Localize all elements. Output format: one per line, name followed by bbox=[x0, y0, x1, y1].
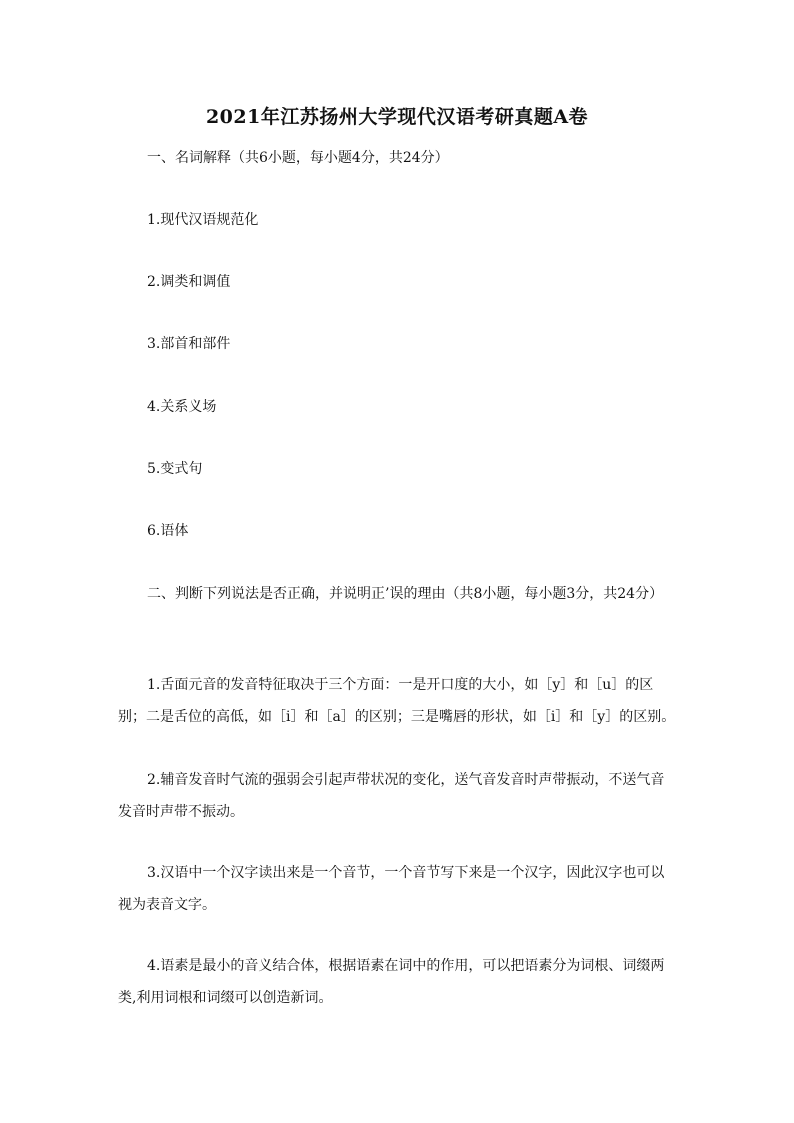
section2-item-1: 1.舌面元音的发音特征取决于三个方面：一是开口度的大小，如［y］和［u］的区别；二是舌位的高低，如［i］和［a］的区别；三是嘴唇的形状，如［i］和［y］的区别。 bbox=[118, 677, 676, 725]
section2-heading: 二、判断下列说法是否正确，并说明正’误的理由（共8小题，每小题3分，共24分） bbox=[147, 586, 664, 602]
section1-heading: 一、名词解释（共6小题，每小题4分，共24分） bbox=[147, 150, 449, 166]
section1-item-1: 1.现代汉语规范化 bbox=[147, 212, 259, 228]
section1-item-4: 4.关系义场 bbox=[147, 399, 217, 415]
section1-item-5: 5.变式句 bbox=[147, 461, 203, 477]
section1-item-2: 2.调类和调值 bbox=[147, 274, 231, 290]
section2-item-2: 2.辅音发音时气流的强弱会引起声带状况的变化，送气音发音时声带振动，不送气音发音时声带不振动。 bbox=[118, 772, 665, 820]
section1-item-3: 3.部首和部件 bbox=[147, 336, 231, 352]
section2-item-4: 4.语素是最小的音义结合体，根据语素在词中的作用，可以把语素分为词根、词缀两类,利用词根和词缀可以创造新词。 bbox=[118, 958, 665, 1006]
section2-item-3: 3.汉语中一个汉字读出来是一个音节，一个音节写下来是一个汉字，因此汉字也可以视为表音文字。 bbox=[118, 865, 665, 913]
document-title: 2021年江苏扬州大学现代汉语考研真题A卷 bbox=[205, 106, 589, 128]
section1-item-6: 6.语体 bbox=[147, 523, 189, 539]
